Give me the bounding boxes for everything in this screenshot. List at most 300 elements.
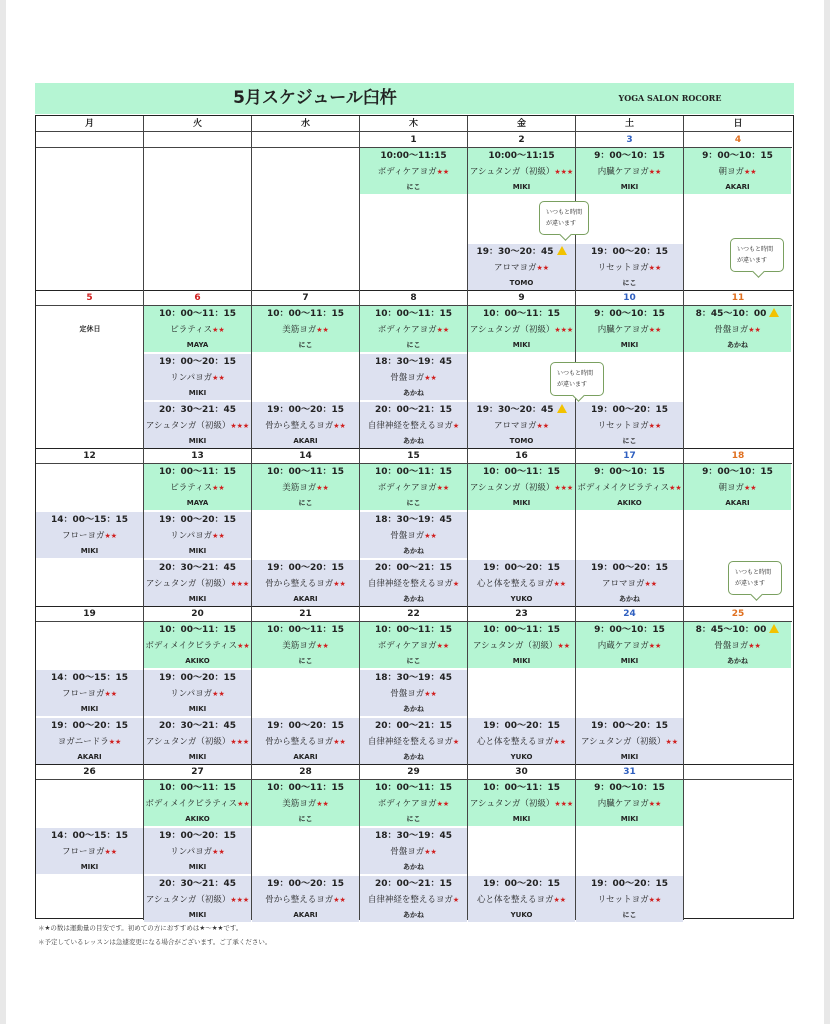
class-name: リセットヨガ★★ (597, 421, 662, 431)
intensity-stars: ★★ (104, 690, 118, 698)
day-number: 12 (36, 448, 144, 464)
intensity-stars: ★★★ (230, 580, 250, 588)
class-name: 骨盤ヨガ★★ (390, 689, 437, 699)
time-change-bubble: いつもと時間が違います (550, 362, 604, 396)
warning-icon (769, 624, 779, 633)
intensity-stars: ★★ (104, 532, 118, 540)
instructor-name: MIKI (188, 863, 207, 871)
day-number: 30 (468, 764, 576, 780)
class-name: 骨盤ヨガ★★ (714, 325, 761, 335)
instructor-name: にこ (406, 341, 421, 349)
class-time: 9：00〜10：15 (702, 151, 773, 161)
class-time: 10：00〜11：15 (158, 309, 237, 319)
day-number: 20 (144, 606, 252, 622)
class-name: アシュタンガ（初級）★★★ (469, 167, 574, 177)
day-number (36, 132, 144, 148)
class-name: ピラティス★★ (170, 325, 225, 335)
class-time: 14：00〜15：15 (50, 515, 129, 525)
intensity-stars: ★★ (553, 580, 567, 588)
intensity-stars: ★★ (436, 642, 450, 650)
class-block[interactable] (468, 718, 575, 764)
class-name: フローヨガ★★ (61, 531, 118, 541)
warning-icon (557, 404, 567, 413)
calendar-grid (35, 115, 794, 919)
day-number: 15 (360, 448, 468, 464)
intensity-stars: ★ (452, 422, 460, 430)
schedule-header (35, 83, 794, 114)
intensity-stars: ★★ (316, 642, 329, 650)
class-block[interactable] (144, 828, 251, 874)
class-block[interactable] (576, 148, 683, 194)
class-time: 10：00〜11：15 (482, 467, 561, 477)
class-block[interactable] (360, 622, 467, 668)
instructor-name: にこ (406, 183, 421, 191)
instructor-name: TOMO (509, 437, 534, 445)
class-name: 骨から整えるヨガ★★ (265, 895, 346, 905)
intensity-stars: ★★ (424, 848, 437, 856)
intensity-stars: ★★ (648, 422, 662, 430)
class-time: 8：45〜10：00 (684, 306, 791, 322)
intensity-stars: ★ (452, 896, 460, 904)
instructor-name: MIKI (80, 547, 99, 555)
intensity-stars: ★★ (553, 896, 567, 904)
time-change-bubble: いつもと時間が違います (728, 561, 782, 595)
class-name: 自律神経を整えるヨガ★ (367, 421, 460, 431)
class-name: アシュタンガ（初級）★★★ (145, 579, 250, 589)
class-block[interactable] (252, 402, 359, 448)
page-title: 5月スケジュール臼杵 (233, 88, 397, 108)
class-block[interactable] (252, 718, 359, 764)
instructor-name: MIKI (80, 863, 99, 871)
class-block[interactable] (144, 512, 251, 558)
day-number: 8 (360, 290, 468, 306)
intensity-stars: ★★ (212, 374, 225, 382)
day-cell (252, 148, 360, 290)
instructor-name: AKARI (77, 753, 102, 761)
intensity-stars: ★★★ (554, 484, 574, 492)
class-time: 10:00〜11:15 (488, 151, 555, 161)
class-name: ボディケアヨガ★★ (377, 325, 450, 335)
instructor-name: あかね (403, 547, 424, 555)
intensity-stars: ★★ (536, 422, 550, 430)
class-block[interactable] (360, 718, 467, 764)
class-name: 心と体を整えるヨガ★★ (476, 737, 567, 747)
intensity-stars: ★★ (669, 484, 682, 492)
class-time: 19：00〜20：15 (482, 721, 561, 731)
class-time: 9：00〜10：15 (594, 151, 665, 161)
instructor-name: MIKI (620, 753, 639, 761)
intensity-stars: ★★ (436, 484, 450, 492)
instructor-name: AKIKO (617, 499, 642, 507)
class-block[interactable] (360, 402, 467, 448)
class-time: 19：00〜20：15 (158, 831, 237, 841)
class-block[interactable] (684, 306, 791, 352)
instructor-name: YUKO (510, 595, 533, 603)
weekday-header: 火 (144, 116, 252, 132)
intensity-stars: ★★ (743, 168, 757, 176)
instructor-name: YUKO (510, 911, 533, 919)
class-block[interactable] (468, 622, 575, 668)
class-block[interactable] (252, 464, 359, 510)
day-number: 16 (468, 448, 576, 464)
class-block[interactable] (360, 464, 467, 510)
class-block[interactable] (36, 718, 143, 764)
class-time: 19：00〜20：15 (158, 357, 237, 367)
instructor-name: にこ (406, 657, 421, 665)
class-block[interactable] (36, 828, 143, 874)
class-name: アロマヨガ★★ (493, 421, 550, 431)
class-name: リセットヨガ★★ (597, 895, 662, 905)
day-number: 29 (360, 764, 468, 780)
class-block[interactable] (576, 560, 683, 606)
class-time: 19：00〜20：15 (482, 563, 561, 573)
class-time: 14：00〜15：15 (50, 673, 129, 683)
class-time: 18：30〜19：45 (374, 673, 453, 683)
class-name: ボディメイクピラティス★★ (577, 483, 682, 493)
class-block[interactable] (36, 512, 143, 558)
class-block[interactable] (252, 306, 359, 352)
class-time: 10：00〜11：15 (374, 467, 453, 477)
class-time: 19：00〜20：15 (590, 247, 669, 257)
class-time: 10：00〜11：15 (374, 625, 453, 635)
class-time: 10：00〜11：15 (158, 783, 237, 793)
instructor-name: AKIKO (185, 815, 210, 823)
class-name: ボディケアヨガ★★ (377, 799, 450, 809)
intensity-stars: ★★ (665, 738, 679, 746)
class-block[interactable] (684, 622, 791, 668)
class-time: 10:00〜11:15 (380, 151, 447, 161)
class-time: 9：00〜10：15 (702, 467, 773, 477)
class-name: フローヨガ★★ (61, 689, 118, 699)
day-number: 18 (684, 448, 792, 464)
intensity-stars: ★★ (212, 690, 225, 698)
class-block[interactable] (360, 560, 467, 606)
class-block[interactable] (144, 876, 251, 922)
intensity-stars: ★★★ (230, 738, 250, 746)
day-number: 6 (144, 290, 252, 306)
class-name: ボディメイクピラティス★★ (145, 641, 250, 651)
intensity-stars: ★★ (212, 532, 225, 540)
intensity-stars: ★★ (212, 484, 225, 492)
intensity-stars: ★★ (424, 690, 437, 698)
instructor-name: にこ (406, 499, 421, 507)
class-block[interactable] (576, 402, 683, 448)
instructor-name: あかね (403, 595, 424, 603)
intensity-stars: ★★ (333, 580, 346, 588)
class-block[interactable] (360, 876, 467, 922)
instructor-name: にこ (298, 815, 313, 823)
class-block[interactable] (468, 244, 575, 290)
class-block[interactable] (144, 780, 251, 826)
footnote-stars: ＊★の数は運動量の目安です。初めての方におすすめは★〜★★です。 (38, 924, 243, 932)
intensity-stars: ★★★ (554, 168, 574, 176)
class-block[interactable] (684, 464, 791, 510)
class-block[interactable] (144, 622, 251, 668)
class-time: 20：00〜21：15 (374, 721, 453, 731)
class-time: 9：00〜10：15 (594, 625, 665, 635)
class-time: 18：30〜19：45 (374, 357, 453, 367)
class-time: 10：00〜11：15 (158, 467, 237, 477)
day-number: 10 (576, 290, 684, 306)
class-block[interactable] (144, 560, 251, 606)
class-time: 19：30〜20：45 (468, 244, 575, 260)
class-name: アロマヨガ★★ (601, 579, 658, 589)
intensity-stars: ★★ (536, 264, 550, 272)
day-number: 17 (576, 448, 684, 464)
class-block[interactable] (144, 718, 251, 764)
day-number: 23 (468, 606, 576, 622)
class-name: ボディメイクピラティス★★ (145, 799, 250, 809)
class-time: 20：00〜21：15 (374, 405, 453, 415)
class-block[interactable] (360, 670, 467, 716)
intensity-stars: ★★ (436, 800, 450, 808)
class-name: 骨から整えるヨガ★★ (265, 579, 346, 589)
intensity-stars: ★★ (316, 800, 329, 808)
class-time: 9：00〜10：15 (594, 783, 665, 793)
instructor-name: にこ (406, 815, 421, 823)
instructor-name: にこ (298, 499, 313, 507)
intensity-stars: ★★ (212, 848, 225, 856)
instructor-name: MIKI (188, 437, 207, 445)
class-block[interactable] (144, 402, 251, 448)
day-number: 24 (576, 606, 684, 622)
class-time: 20：30〜21：45 (158, 563, 237, 573)
instructor-name: MIKI (620, 657, 639, 665)
intensity-stars: ★★ (648, 326, 662, 334)
class-block[interactable] (252, 622, 359, 668)
class-time: 10：00〜11：15 (158, 625, 237, 635)
class-block[interactable] (468, 560, 575, 606)
intensity-stars: ★★★ (554, 800, 574, 808)
class-block[interactable] (684, 148, 791, 194)
time-change-bubble: いつもと時間が違います (730, 238, 784, 272)
instructor-name: MAYA (186, 341, 209, 349)
class-name: 朝ヨガ★★ (718, 483, 757, 493)
class-block[interactable] (576, 622, 683, 668)
intensity-stars: ★★ (553, 738, 567, 746)
class-time: 20：00〜21：15 (374, 879, 453, 889)
instructor-name: あかね (727, 341, 748, 349)
instructor-name: あかね (403, 705, 424, 713)
class-time: 9：00〜10：15 (594, 309, 665, 319)
class-block[interactable] (36, 670, 143, 716)
intensity-stars: ★★ (436, 326, 450, 334)
instructor-name: あかね (403, 863, 424, 871)
class-name: 自律神経を整えるヨガ★ (367, 579, 460, 589)
class-time: 19：00〜20：15 (482, 879, 561, 889)
day-number: 28 (252, 764, 360, 780)
intensity-stars: ★ (452, 580, 460, 588)
intensity-stars: ★★★ (230, 896, 250, 904)
class-block[interactable] (360, 512, 467, 558)
instructor-name: MIKI (620, 341, 639, 349)
class-time: 10：00〜11：15 (374, 309, 453, 319)
class-name: 内臓ケアヨガ★★ (597, 325, 662, 335)
instructor-name: AKARI (725, 499, 750, 507)
closed-day-label: 定休日 (79, 325, 101, 333)
class-block[interactable] (576, 464, 683, 510)
class-block[interactable] (468, 306, 575, 352)
class-name: リンパヨガ★★ (170, 847, 225, 857)
instructor-name: AKARI (293, 753, 318, 761)
day-number: 19 (36, 606, 144, 622)
intensity-stars: ★★ (557, 642, 571, 650)
intensity-stars: ★★ (316, 484, 329, 492)
class-name: アシュタンガ（初級）★★ (472, 641, 571, 651)
time-change-bubble: いつもと時間が違います (539, 201, 589, 235)
class-time: 19：00〜20：15 (158, 673, 237, 683)
class-name: 内臓ケアヨガ★★ (597, 167, 662, 177)
instructor-name: MIKI (188, 911, 207, 919)
instructor-name: MIKI (512, 815, 531, 823)
day-cell (144, 148, 252, 290)
day-number: 5 (36, 290, 144, 306)
instructor-name: あかね (403, 437, 424, 445)
instructor-name: MIKI (620, 183, 639, 191)
class-time: 10：00〜11：15 (482, 783, 561, 793)
intensity-stars: ★★ (333, 738, 346, 746)
day-number: 7 (252, 290, 360, 306)
day-number: 2 (468, 132, 576, 148)
class-block[interactable] (360, 306, 467, 352)
class-name: フローヨガ★★ (61, 847, 118, 857)
class-name: リンパヨガ★★ (170, 531, 225, 541)
class-name: 心と体を整えるヨガ★★ (476, 895, 567, 905)
instructor-name: MIKI (188, 389, 207, 397)
class-time: 10：00〜11：15 (266, 467, 345, 477)
instructor-name: あかね (727, 657, 748, 665)
class-name: 美筋ヨガ★★ (282, 799, 329, 809)
class-block[interactable] (576, 244, 683, 290)
class-time: 10：00〜11：15 (482, 625, 561, 635)
class-time: 19：00〜20：15 (266, 405, 345, 415)
instructor-name: あかね (619, 595, 640, 603)
intensity-stars: ★★ (648, 264, 662, 272)
class-name: アシュタンガ（初級）★★★ (145, 895, 250, 905)
class-time: 19：00〜20：15 (266, 879, 345, 889)
class-block[interactable] (468, 464, 575, 510)
class-block[interactable] (468, 148, 575, 194)
class-name: 骨から整えるヨガ★★ (265, 737, 346, 747)
day-number: 1 (360, 132, 468, 148)
instructor-name: にこ (622, 437, 637, 445)
weekday-header: 月 (36, 116, 144, 132)
class-time: 8：45〜10：00 (684, 622, 791, 638)
instructor-name: にこ (622, 279, 637, 287)
class-time: 10：00〜11：15 (266, 309, 345, 319)
intensity-stars: ★★ (237, 800, 250, 808)
intensity-stars: ★★ (644, 580, 658, 588)
instructor-name: AKARI (293, 437, 318, 445)
intensity-stars: ★★ (648, 642, 662, 650)
class-time: 14：00〜15：15 (50, 831, 129, 841)
class-time: 19：00〜20：15 (590, 563, 669, 573)
class-block[interactable] (252, 780, 359, 826)
class-name: アシュタンガ（初級）★★ (580, 737, 679, 747)
day-number: 26 (36, 764, 144, 780)
instructor-name: あかね (403, 753, 424, 761)
weekday-header: 日 (684, 116, 792, 132)
class-time: 20：30〜21：45 (158, 721, 237, 731)
class-name: ボディケアヨガ★★ (377, 483, 450, 493)
intensity-stars: ★★ (333, 896, 346, 904)
class-time: 20：30〜21：45 (158, 879, 237, 889)
class-name: リンパヨガ★★ (170, 689, 225, 699)
instructor-name: MIKI (512, 341, 531, 349)
class-block[interactable] (144, 670, 251, 716)
class-block[interactable] (468, 402, 575, 448)
class-time: 9：00〜10：15 (594, 467, 665, 477)
class-block[interactable] (468, 780, 575, 826)
day-number (144, 132, 252, 148)
class-time: 10：00〜11：15 (482, 309, 561, 319)
intensity-stars: ★★ (648, 896, 662, 904)
instructor-name: MIKI (620, 815, 639, 823)
instructor-name: YUKO (510, 753, 533, 761)
class-name: 内蔵ケアヨガ★★ (597, 641, 662, 651)
warning-icon (557, 246, 567, 255)
class-name: 美筋ヨガ★★ (282, 483, 329, 493)
intensity-stars: ★★ (108, 738, 122, 746)
class-block[interactable] (360, 148, 467, 194)
day-number: 21 (252, 606, 360, 622)
weekday-header: 水 (252, 116, 360, 132)
intensity-stars: ★★ (104, 848, 118, 856)
class-name: アシュタンガ（初級）★★★ (145, 737, 250, 747)
instructor-name: MIKI (512, 183, 531, 191)
instructor-name: あかね (403, 389, 424, 397)
day-number: 9 (468, 290, 576, 306)
class-block[interactable] (576, 306, 683, 352)
class-block[interactable] (252, 876, 359, 922)
class-block[interactable] (576, 876, 683, 922)
intensity-stars: ★★ (436, 168, 450, 176)
intensity-stars: ★★ (424, 374, 437, 382)
class-time: 19：30〜20：45 (468, 402, 575, 418)
day-number (252, 132, 360, 148)
class-name: アシュタンガ（初級）★★★ (469, 799, 574, 809)
class-block[interactable] (144, 354, 251, 400)
class-name: アシュタンガ（初級）★★★ (469, 325, 574, 335)
class-block[interactable] (252, 560, 359, 606)
intensity-stars: ★★ (424, 532, 437, 540)
footnote-changes: ＊予定しているレッスンは急遽変更になる場合がございます。ご了承ください。 (38, 938, 272, 946)
class-block[interactable] (144, 464, 251, 510)
class-time: 19：00〜20：15 (590, 879, 669, 889)
class-name: 骨盤ヨガ★★ (390, 531, 437, 541)
class-block[interactable] (360, 354, 467, 400)
class-block[interactable] (360, 828, 467, 874)
salon-brand: YOGA SALON ROCORE (618, 93, 722, 103)
class-block[interactable] (576, 780, 683, 826)
instructor-name: AKARI (725, 183, 750, 191)
intensity-stars: ★★ (748, 326, 761, 334)
class-block[interactable] (468, 876, 575, 922)
class-time: 19：00〜20：15 (266, 721, 345, 731)
class-block[interactable] (144, 306, 251, 352)
instructor-name: AKIKO (185, 657, 210, 665)
day-number: 13 (144, 448, 252, 464)
class-time: 19：00〜20：15 (50, 721, 129, 731)
class-name: アシュタンガ（初級）★★★ (469, 483, 574, 493)
class-block[interactable] (576, 718, 683, 764)
class-time: 10：00〜11：15 (266, 625, 345, 635)
instructor-name: MIKI (512, 499, 531, 507)
day-number: 25 (684, 606, 792, 622)
class-block[interactable] (360, 780, 467, 826)
instructor-name: あかね (403, 911, 424, 919)
intensity-stars: ★★ (748, 642, 761, 650)
